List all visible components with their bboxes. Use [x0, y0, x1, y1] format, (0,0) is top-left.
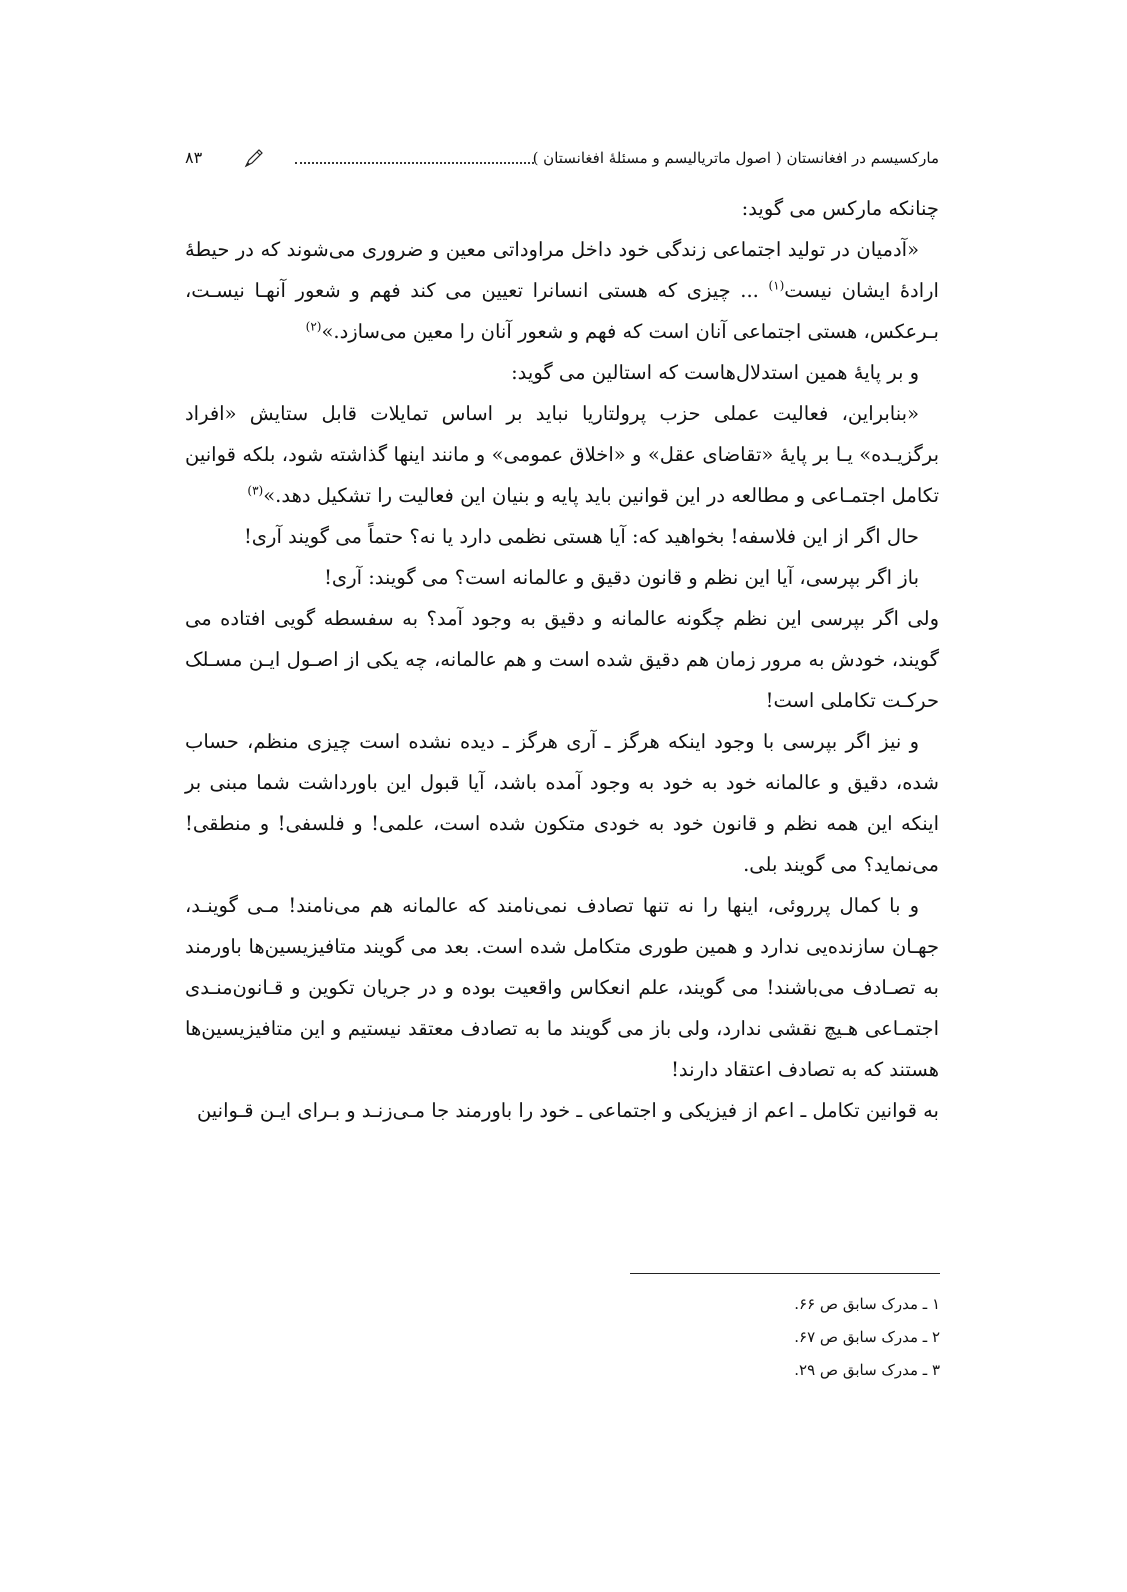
- running-header: [185, 140, 939, 176]
- footnote-3: ۳ ـ مدرک سابق ص ۲۹.: [794, 1361, 940, 1379]
- footnote-1: ۱ ـ مدرک سابق ص ۶۶.: [794, 1295, 940, 1313]
- footnote-ref-1: (۱): [768, 278, 785, 293]
- footnote-ref-2: (۲): [305, 319, 322, 334]
- pen-icon: [243, 146, 265, 168]
- paragraph: و بر پایهٔ همین استدلال‌هاست که استالین می گوید:: [511, 361, 919, 384]
- quote-text: «بنابراین، فعالیت عملی حزب پرولتاریا نباید بر اساس تمایلات قابل ستایش «افراد برگزیـده» یـا بر پایهٔ «تقاضای عقل» و «اخلاق عمومی» و مانند اینها گذاشته شود، بلکه قوانین تکامل اجتمـاعی و مطالعه در این قوانین باید پایه و بنیان این فعالیت را تشکیل دهد.»: [185, 402, 939, 507]
- quote-paragraph: [185, 229, 939, 352]
- page-number: ۸۳: [185, 148, 203, 167]
- paragraph: ولی اگر بپرسی این نظم چگونه عالمانه و دقیق به وجود آمد؟ به سفسطه گویی افتاده می گویند، خودش به مرور زمان هم دقیق شده است و هم عالمانه، چه یکی از اصـول ایـن مسـلک حرکـت تکاملی است!: [185, 607, 939, 712]
- paragraph: چنانکه مارکس می گوید:: [741, 197, 939, 220]
- paragraph: به قوانین تکامل ـ اعم از فیزیکی و اجتماعی ـ خود را باورمند جا مـی‌زنـد و بـرای ایـن قـوانین: [196, 1099, 939, 1122]
- quote-text-continued: ... چیزی که هستی انسانرا تعیین می کند فهم و شعور آنهـا نیسـت، بـرعکس، هستی اجتماعی آنان است که فهم و شعور آنان را معین می‌سازد.»: [185, 279, 939, 343]
- paragraph: و با کمال پرروئی، اینها را نه تنها تصادف نمی‌نامند که عالمانه هم می‌نامند! مـی گوینـد، جهـان سازنده‌یی ندارد و همین طوری متکامل شده است. بعد می گویند متافیزیسین‌ها باورمند به تصـادف می‌باشند! می گویند، علم انعکاس واقعیت بوده و در جریان تکوین و قـانون‌منـدی اجتمـاعی هـیچ نقشی ندارد، ولی باز می گویند ما به تصادف معتقد نیستیم و این متافیزیسین‌ها هستند که به تصادف اعتقاد دارند!: [185, 894, 939, 1081]
- running-title: مارکسیسم در افغانستان ( اصول ماتریالیسم و مسئلهٔ افغانستان ): [532, 149, 939, 167]
- quote-paragraph: [185, 393, 939, 516]
- paragraph: و نیز اگر بپرسی با وجود اینکه هرگز ـ آری هرگز ـ دیده نشده است چیزی منظم، حساب شده، دقیق و عالمانه خود به خود به وجود آمده باشد، آیا قبول این باورداشت شما مبنی بر اینکه این همه نظم و قانون خود به خودی متکون شده است، علمی! و فلسفی! و منطقی! می‌نماید؟ می گویند بلی.: [185, 730, 939, 876]
- footnote-separator: [630, 1273, 940, 1274]
- footnote-ref-3: (۳): [247, 483, 264, 498]
- quote-text: «آدمیان در تولید اجتماعی زندگی خود داخل مراوداتی معین و ضروری می‌شوند که در حیطهٔ ارادهٔ ایشان نیست: [185, 238, 939, 302]
- paragraph: باز اگر بپرسی، آیا این نظم و قانون دقیق و عالمانه است؟ می گویند: آری!: [324, 566, 919, 589]
- paragraph: حال اگر از این فلاسفه! بخواهید که: آیا هستی نظمی دارد یا نه؟ حتماً می گویند آری!: [243, 525, 919, 548]
- footnotes: [600, 1288, 940, 1387]
- leader-dots: [295, 162, 534, 164]
- main-text: [185, 188, 939, 1131]
- footnote-2: ۲ ـ مدرک سابق ص ۶۷.: [794, 1328, 940, 1346]
